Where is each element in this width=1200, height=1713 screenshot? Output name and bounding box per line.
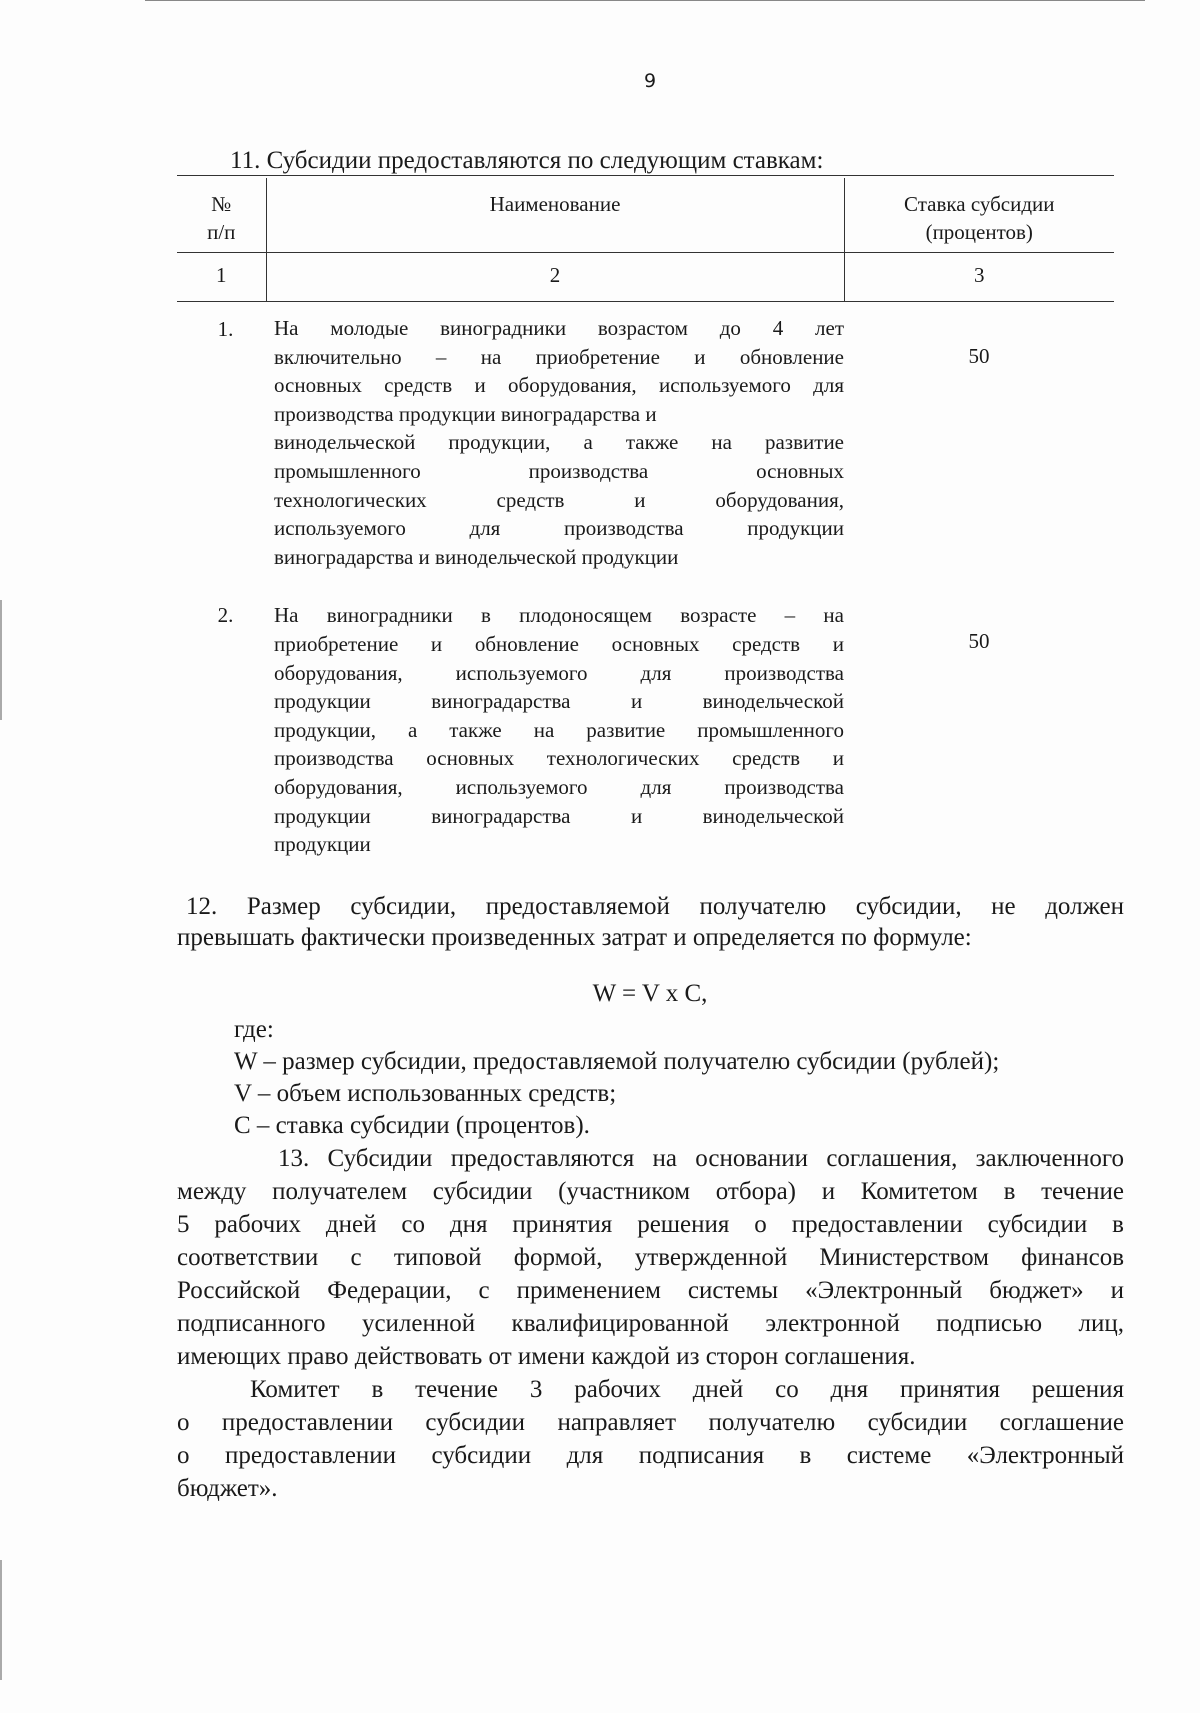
row-name-line: оборудования, используемого для производства bbox=[274, 774, 844, 799]
formula: W = V x C, bbox=[592, 980, 708, 1007]
row-name-line: включительно – на приобретение и обновление bbox=[274, 344, 844, 369]
row-name-line: На молодые виноградники возрастом до 4 лет bbox=[274, 316, 844, 340]
row-name-line: продукции виноградарства и винодельческой bbox=[274, 689, 844, 714]
section-13-line: 13. Субсидии предоставляются на основании соглашения, заключенного bbox=[278, 1145, 1124, 1172]
row-name-line: используемого для производства продукции bbox=[274, 516, 844, 541]
table-row bbox=[177, 601, 1114, 858]
row-name-line: приобретение и обновление основных средств и bbox=[274, 631, 844, 656]
row-name-line: технологических средств и оборудования, bbox=[274, 487, 844, 512]
header-number-line-1: № bbox=[211, 192, 232, 216]
column-number-2: 2 bbox=[266, 253, 844, 302]
section-13b-line: бюджет». bbox=[177, 1475, 278, 1502]
definition-c: С – ставка субсидии (процентов). bbox=[234, 1112, 590, 1139]
definition-w: W – размер субсидии, предоставляемой получателю субсидии (рублей); bbox=[234, 1048, 1000, 1075]
row-name-line: производства основных технологических средств и bbox=[274, 746, 844, 771]
row-rate: 50 bbox=[968, 344, 990, 368]
row-name-line: винодельческой продукции, а также на развитие bbox=[274, 430, 844, 455]
row-name-line: продукции виноградарства и винодельческой bbox=[274, 803, 844, 828]
header-rate-line-2: (процентов) bbox=[925, 220, 1033, 244]
table-top-border bbox=[177, 175, 1114, 176]
section-13-line: соответствии с типовой формой, утвержденной Министерством финансов bbox=[177, 1244, 1124, 1271]
row-name bbox=[266, 601, 844, 858]
section-13b-line: Комитет в течение 3 рабочих дней со дня принятия решения bbox=[250, 1376, 1124, 1403]
section-12-line: 12. Размер субсидии, предоставляемой получателю субсидии, не должен bbox=[186, 893, 1124, 920]
header-rate-line-1: Ставка субсидии bbox=[903, 192, 1055, 216]
header-name bbox=[266, 178, 844, 253]
section-11-heading: 11. Субсидии предоставляются по следующим ставкам: bbox=[230, 147, 824, 174]
definition-v: V – объем использованных средств; bbox=[234, 1080, 617, 1107]
scan-edge-left bbox=[0, 1560, 2, 1680]
scan-edge-top bbox=[145, 0, 1145, 1]
page-number: 9 bbox=[643, 70, 657, 92]
row-name-line: продукции bbox=[274, 832, 371, 857]
header-number bbox=[177, 178, 266, 253]
where-label: где: bbox=[234, 1016, 274, 1043]
header-number-line-2: п/п bbox=[207, 220, 236, 244]
column-number-3: 3 bbox=[844, 253, 1114, 302]
table-row bbox=[177, 302, 1114, 572]
column-number-1: 1 bbox=[177, 253, 266, 302]
header-rate bbox=[844, 178, 1114, 253]
section-12-line: превышать фактически произведенных затрат и определяется по формуле: bbox=[177, 924, 972, 951]
section-13-line: между получателем субсидии (участником отбора) и Комитетом в течение bbox=[177, 1178, 1124, 1205]
rates-table bbox=[177, 178, 1114, 859]
row-number: 2. bbox=[217, 603, 234, 628]
row-name-line: На виноградники в плодоносящем возрасте – на bbox=[274, 603, 844, 628]
row-rate: 50 bbox=[968, 629, 990, 654]
row-name-line: промышленного производства основных bbox=[274, 458, 844, 483]
section-13b-line: о предоставлении субсидии направляет получателю субсидии соглашение bbox=[177, 1409, 1124, 1436]
row-name-line: производства продукции виноградарства и bbox=[274, 401, 657, 426]
section-13-line: имеющих право действовать от имени каждой из сторон соглашения. bbox=[177, 1343, 916, 1370]
row-number: 1. bbox=[217, 317, 234, 341]
section-13-line: Российской Федерации, с применением системы «Электронный бюджет» и bbox=[177, 1277, 1124, 1304]
row-name-line: основных средств и оборудования, используемого для bbox=[274, 373, 844, 398]
row-name-line: продукции, а также на развитие промышленного bbox=[274, 717, 844, 742]
row-name bbox=[266, 302, 844, 572]
header-name-text: Наименование bbox=[489, 192, 621, 216]
row-name-line: виноградарства и винодельческой продукции bbox=[274, 544, 679, 569]
section-13-line: 5 рабочих дней со дня принятия решения о предоставлении субсидии в bbox=[177, 1211, 1124, 1238]
row-name-line: оборудования, используемого для производства bbox=[274, 660, 844, 685]
scan-edge-left bbox=[0, 600, 2, 720]
section-13b-line: о предоставлении субсидии для подписания в системе «Электронный bbox=[177, 1442, 1124, 1469]
section-13-line: подписанного усиленной квалифицированной электронной подписью лиц, bbox=[177, 1310, 1124, 1337]
